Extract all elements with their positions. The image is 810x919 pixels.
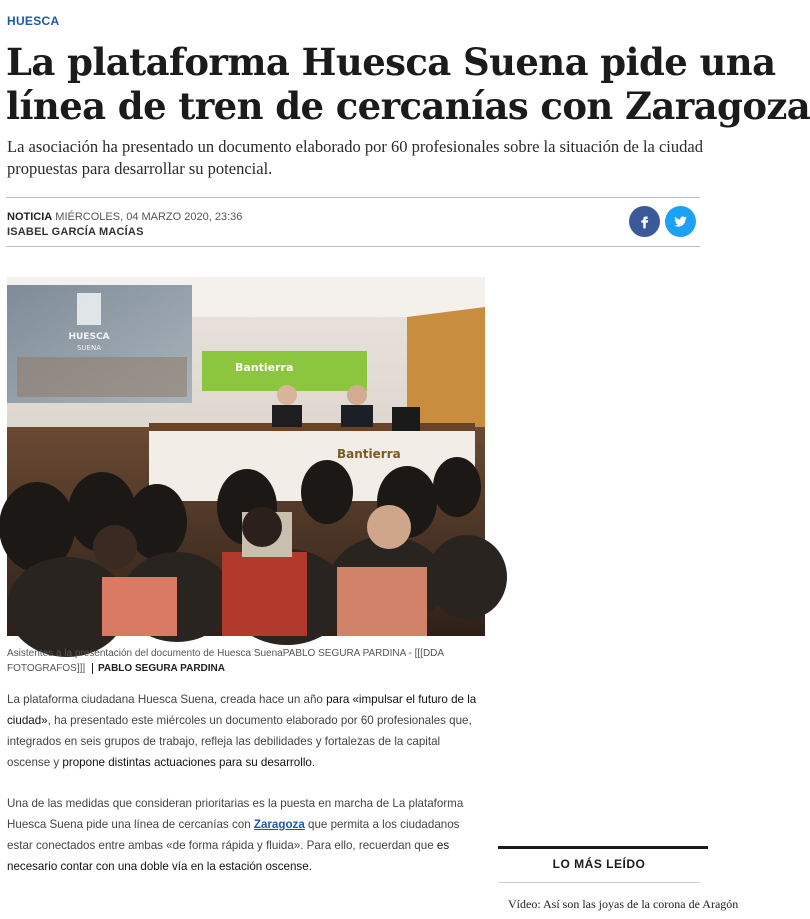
section-link[interactable]: HUESCA <box>7 14 60 28</box>
body-paragraph-2 <box>7 793 483 877</box>
article-meta <box>7 210 242 224</box>
twitter-share-button[interactable] <box>665 206 696 237</box>
table-text: Bantierra <box>337 447 401 461</box>
article-kind: NOTICIA <box>7 211 53 223</box>
caption-text: Asistentes a la presentación del documento de Huesca SuenaPABLO SEGURA PARDINA - [[[DDA FOTOGRAFOS]]] <box>7 648 444 674</box>
body-paragraph-1 <box>7 689 483 773</box>
article-subtitle <box>7 136 703 180</box>
facebook-icon <box>637 214 652 229</box>
banner-text: Bantierra <box>235 361 294 374</box>
article-author: ISABEL GARCÍA MACÍAS <box>7 226 144 238</box>
headline-line-1: La plataforma Huesca Suena pide una <box>6 40 776 84</box>
screen-brand-text-2: SUENA <box>76 344 102 352</box>
subtitle-line-1: La asociación ha presentado un documento elaborado por 60 profesionales sobre la situación de la ciudad <box>7 137 703 156</box>
p2-text-b: que permita a los ciudadanos estar conectados entre ambas «de forma rápida y fluida». Para ello, recuerdan que <box>7 818 460 852</box>
article-headline <box>6 40 810 128</box>
p1-text-a: La plataforma ciudadana Huesca Suena, creada hace un año <box>7 693 327 706</box>
p1-text-d: propone distintas actuaciones para su desarrollo. <box>62 756 316 769</box>
divider-meta <box>6 246 700 247</box>
p2-text-a: Una de las medidas que consideran prioritarias es la puesta en marcha de La plataforma Huesca Suena pide una línea de cercanías con <box>7 797 464 831</box>
headline-line-2: línea de tren de cercanías con Zaragoza <box>6 84 810 128</box>
facebook-share-button[interactable] <box>629 206 660 237</box>
photo-caption <box>7 646 477 676</box>
p1-text-b: para «impulsar el futuro de la ciudad» <box>7 693 477 727</box>
most-read-item[interactable]: Vídeo: Así son las joyas de la corona de Aragón <box>508 897 739 911</box>
most-read-divider <box>498 882 700 883</box>
conference-scene <box>7 277 485 636</box>
caption-author: PABLO SEGURA PARDINA <box>92 663 225 674</box>
divider-top <box>6 197 700 198</box>
twitter-icon <box>673 214 688 229</box>
p2-text-c: es necesario contar con una doble vía en la estación oscense. <box>7 839 450 873</box>
most-read-title: LO MÁS LEÍDO <box>552 857 646 871</box>
zaragoza-link[interactable]: Zaragoza <box>253 818 305 831</box>
article-date: MIÉRCOLES, 04 MARZO 2020, 23:36 <box>55 211 243 223</box>
screen-brand-text: HUESCA <box>68 332 110 342</box>
p1-text-c: , ha presentado este miércoles un documento elaborado por 60 profesionales que, integrados en seis grupos de trabajo, refleja las debilidades y fortalezas de la capital oscense y <box>7 714 472 769</box>
most-read-widget <box>498 846 739 919</box>
subtitle-line-2: propuestas para desarrollar su potencial. <box>7 159 273 178</box>
article-photo <box>7 277 485 636</box>
